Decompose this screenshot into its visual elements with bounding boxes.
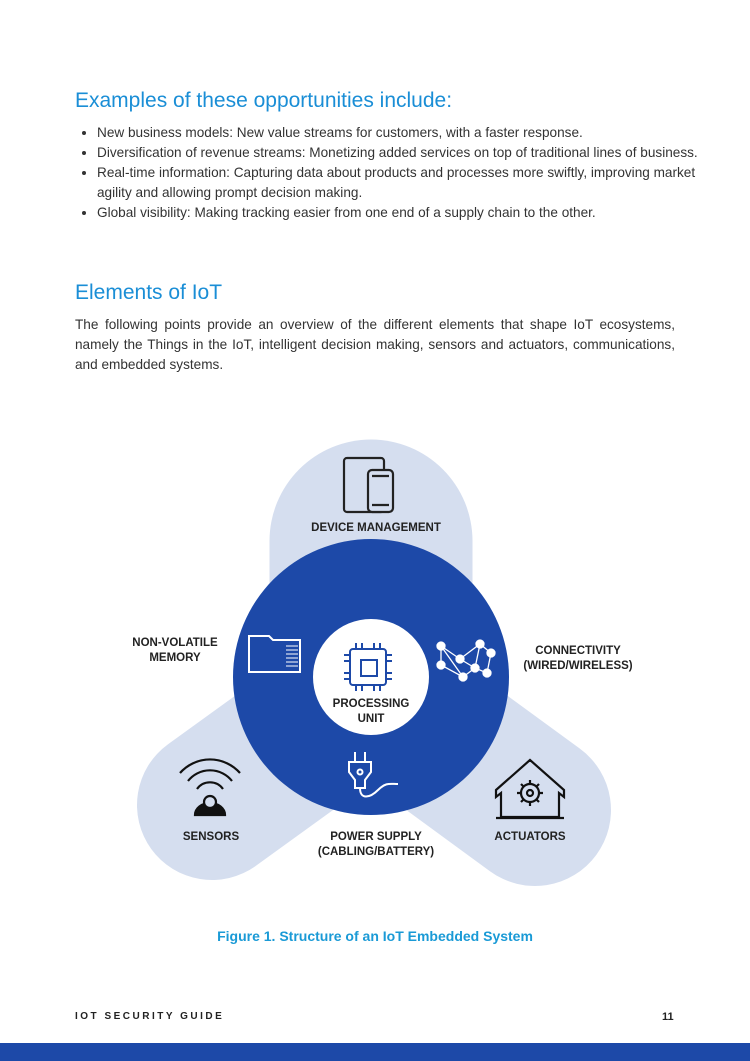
footer-title: IOT SECURITY GUIDE (75, 1011, 225, 1022)
label-connectivity: CONNECTIVITY (WIRED/WIRELESS) (523, 645, 633, 672)
section-heading-elements: Elements of IoT (75, 281, 223, 304)
list-item: • Real-time information: Capturing data about products and processes more swiftly, improving market agility and allowing prompt decision making. (97, 163, 707, 203)
list-item: • New business models: New value streams for customers, with a faster response. (97, 123, 707, 143)
elements-paragraph: The following points provide an overview of the different elements that shape IoT ecosystems, namely the Things in the IoT, intelligent decision making, sensors and actuators, communications, and embedded systems. (75, 317, 675, 372)
section-heading-opportunities: Examples of these opportunities include: (75, 89, 453, 112)
footer-bar (0, 1043, 750, 1061)
label-processing-unit: PROCESSING UNIT (332, 698, 410, 725)
list-item: • Diversification of revenue streams: Monetizing added services on top of traditional lines of business. (97, 143, 707, 163)
label-power-supply: POWER SUPPLY (CABLING/BATTERY) (317, 831, 435, 858)
page-number: 11 (662, 1011, 674, 1023)
list-item: • Global visibility: Making tracking easier from one end of a supply chain to the other. (97, 203, 707, 223)
label-non-volatile-memory: NON-VOLATILE MEMORY (132, 637, 218, 664)
figure-caption: Figure 1. Structure of an IoT Embedded System (217, 928, 533, 944)
label-device-management: DEVICE MANAGEMENT (311, 522, 441, 534)
label-actuators: ACTUATORS (494, 831, 566, 843)
label-sensors: SENSORS (182, 831, 240, 843)
